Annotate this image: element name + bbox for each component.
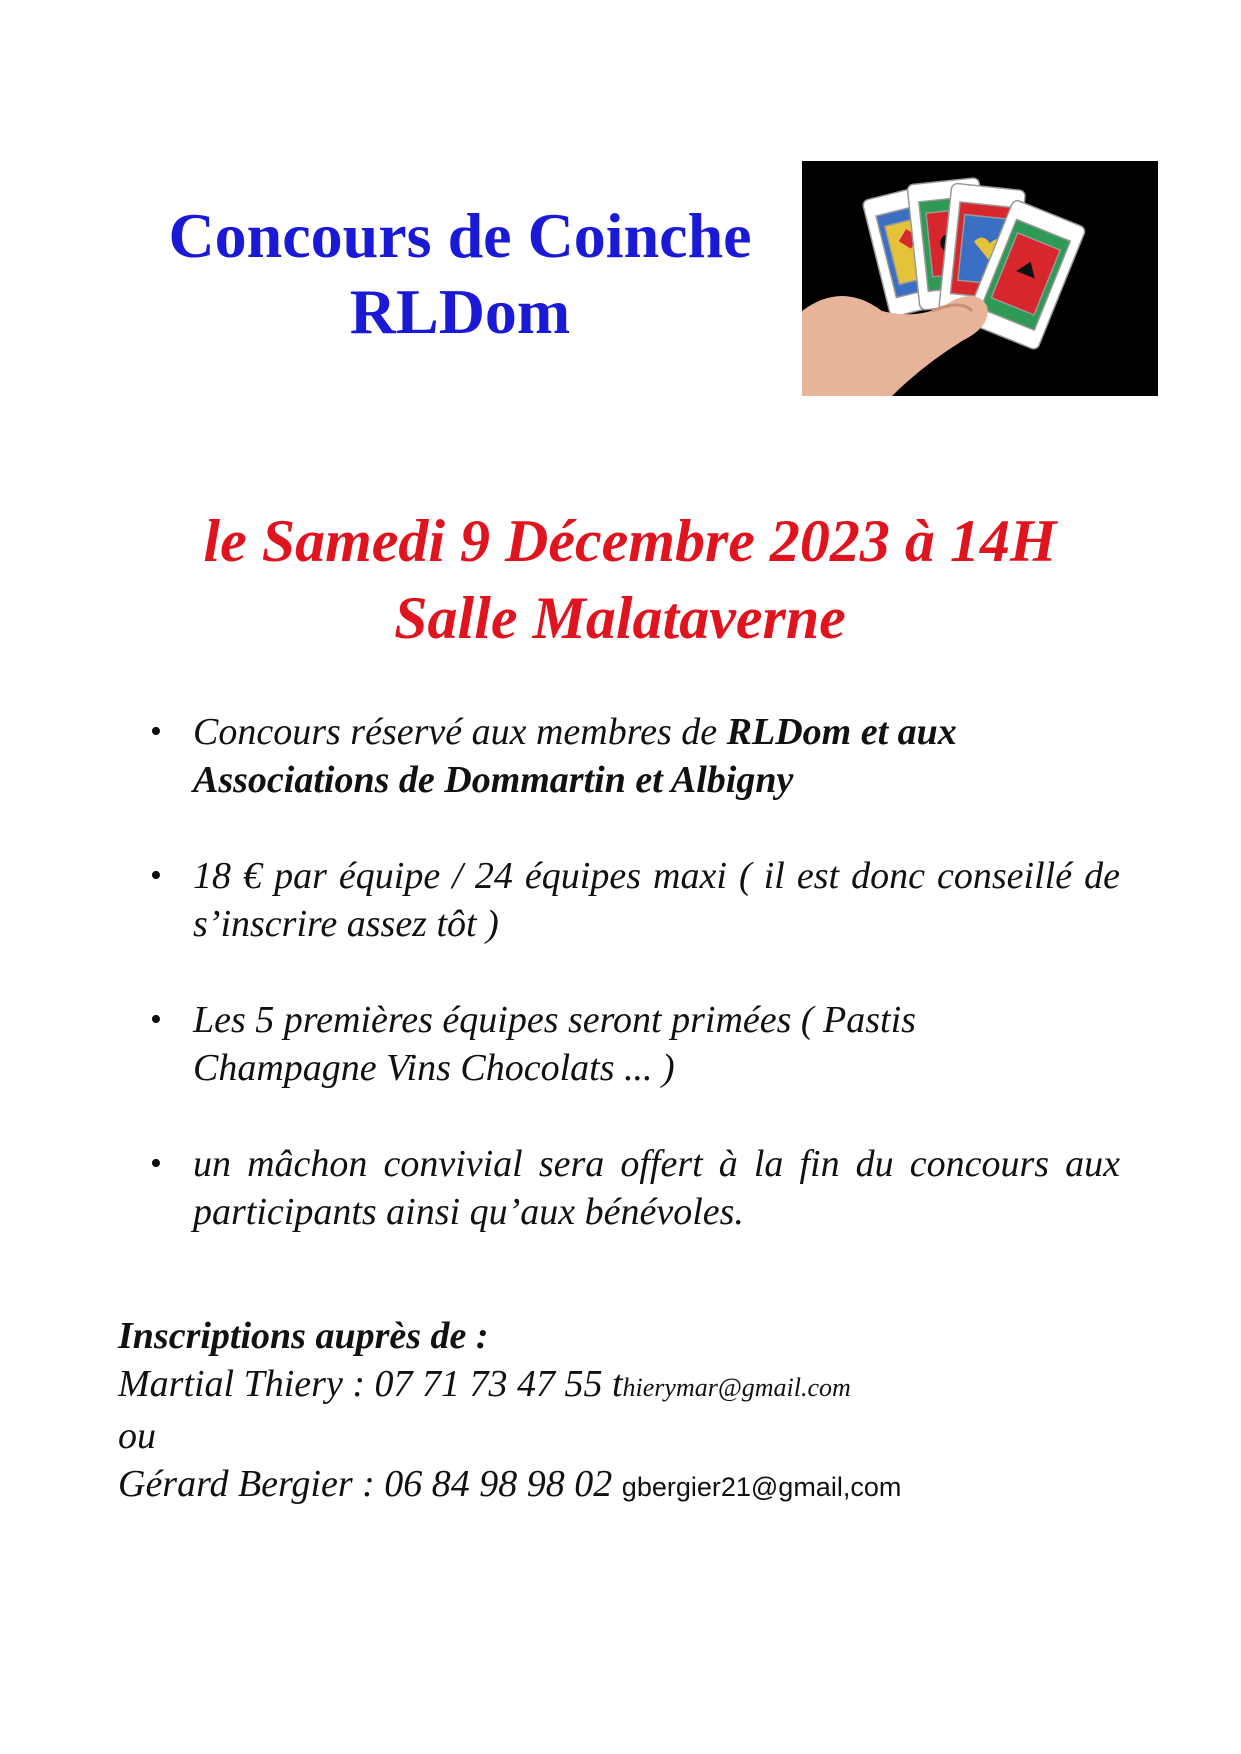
playing-cards-hand-photo [802,161,1158,396]
list-item: • un mâchon convivial sera offert à la fin du concours aux participants ainsi qu’aux bénévoles. [150,1140,1120,1236]
bullet-text: Champagne Vins Chocolats ... ) [193,1047,675,1089]
info-list [150,708,1120,1284]
title-line-2: RLDom [349,276,571,347]
contact-2-name-phone: Gérard Bergier : 06 84 98 98 02 [118,1463,622,1505]
contact-1-name-phone: Martial Thiery : 07 71 73 47 55 [118,1363,612,1405]
event-date: le Samedi 9 Décembre 2023 à 14H [203,508,1057,574]
event-venue: Salle Malataverne [394,585,846,651]
contact-2-email: gbergier21@gmail,com [621,1472,902,1502]
list-item [150,996,1120,1092]
bullet-bold-text: RLDom et aux [726,711,957,753]
contact-1 [118,1360,1178,1412]
title-line-1: Concours de Coinche [168,200,752,271]
bullet-bold-text: Associations de Dommartin et Albigny [193,759,794,801]
contacts-heading: Inscriptions auprès de : [118,1315,489,1357]
contact-2 [118,1460,1178,1511]
contacts-block [118,1312,1178,1511]
contact-1-email-initial: t [611,1363,623,1405]
list-item: • 18 € par équipe / 24 équipes maxi ( il est donc conseillé de s’inscrire assez tôt ) [150,852,1120,948]
bullet-text: Les 5 premières équipes seront primées ( Pastis [193,999,916,1041]
contact-1-email: hierymar@gmail.com [622,1373,851,1402]
bullet-text: Concours réservé aux membres de [193,711,727,753]
list-item [150,708,1120,804]
contacts-separator: ou [118,1415,156,1457]
